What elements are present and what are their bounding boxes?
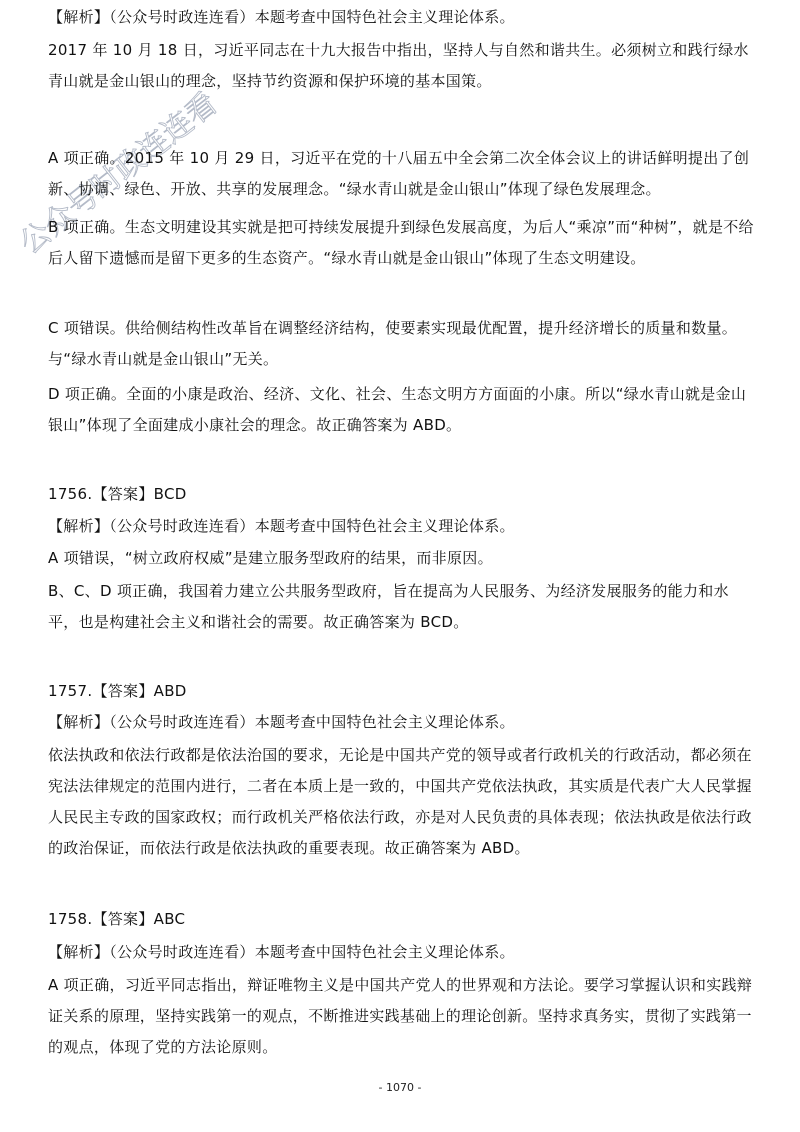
- answer-heading: 1758.【答案】ABC: [48, 910, 186, 928]
- page-number: - 1070 -: [378, 1081, 422, 1094]
- answer-heading: 1757.【答案】ABD: [48, 682, 187, 700]
- watermark-text: 公众号时政连连看: [20, 85, 225, 262]
- analysis-heading: 【解析】（公众号时政连连看）本题考查中国特色社会主义理论体系。: [48, 8, 515, 26]
- paragraph: 2017 年 10 月 18 日，习近平同志在十九大报告中指出，坚持人与自然和谐共生。必须树立和践行绿水青山就是金山银山的理念，坚持节约资源和保护环境的基本国策。: [48, 41, 749, 90]
- paragraph: 依法执政和依法行政都是依法治国的要求，无论是中国共产党的领导或者行政机关的行政活动，都必须在宪法法律规定的范围内进行，二者在本质上是一致的，中国共产党依法执政，其实质是代表广大人民掌握人民民主专政的国家政权；而行政机关严格依法行政，亦是对人民负责的具体表现；依法执政是依法行政的政治保证，而依法行政是依法执政的重要表现。故正确答案为 ABD。: [48, 746, 752, 857]
- paragraph: B、C、D 项正确，我国着力建立公共服务型政府，旨在提高为人民服务、为经济发展服务的能力和水平，也是构建社会主义和谐社会的需要。故正确答案为 BCD。: [48, 582, 729, 631]
- paragraph: A 项正确。2015 年 10 月 29 日，习近平在党的十八届五中全会第二次全体会议上的讲话鲜明提出了创新、协调、绿色、开放、共享的发展理念。“绿水青山就是金山银山”体现了绿色发展理念。: [48, 149, 750, 198]
- analysis-heading: 【解析】（公众号时政连连看）本题考查中国特色社会主义理论体系。: [48, 713, 515, 731]
- paragraph: A 项正确，习近平同志指出，辩证唯物主义是中国共产党人的世界观和方法论。要学习掌握认识和实践辩证关系的原理，坚持实践第一的观点，不断推进实践基础上的理论创新。坚持求真务实，贯彻了实践第一的观点，体现了党的方法论原则。: [48, 976, 753, 1056]
- paragraph: A 项错误，“树立政府权威”是建立服务型政府的结果，而非原因。: [48, 549, 493, 567]
- answer-heading: 1756.【答案】BCD: [48, 485, 187, 503]
- paragraph: D 项正确。全面的小康是政治、经济、文化、社会、生态文明方方面面的小康。所以“绿水青山就是金山银山”体现了全面建成小康社会的理念。故正确答案为 ABD。: [48, 385, 747, 434]
- paragraph: B 项正确。生态文明建设其实就是把可持续发展提升到绿色发展高度，为后人“乘凉”而“种树”，就是不给后人留下遗憾而是留下更多的生态资产。“绿水青山就是金山银山”体现了生态文明建设。: [48, 218, 754, 267]
- analysis-heading: 【解析】（公众号时政连连看）本题考查中国特色社会主义理论体系。: [48, 943, 515, 961]
- paragraph: C 项错误。供给侧结构性改革旨在调整经济结构，使要素实现最优配置，提升经济增长的质量和数量。与“绿水青山就是金山银山”无关。: [48, 319, 738, 368]
- analysis-heading: 【解析】（公众号时政连连看）本题考查中国特色社会主义理论体系。: [48, 517, 515, 535]
